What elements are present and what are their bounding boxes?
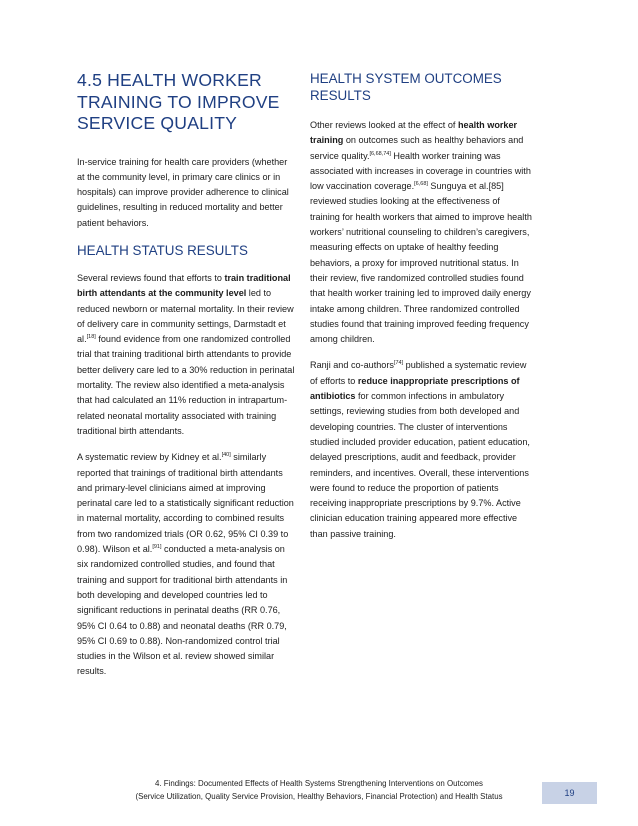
intro-paragraph: In-service training for health care providers (whether at the community level, in primary care clinics or in hospitals) can improve provider adherence to clinical guidelines, resulting in reduced mortality and better patient behaviors. xyxy=(77,156,289,228)
health-status-results-heading: HEALTH STATUS RESULTS xyxy=(77,242,248,258)
health-worker-training-paragraph: Other reviews looked at the effect of health worker training on outcomes such as healthy behaviors and service quality.[6,68,74] Health worker training was associated with increases in coverage in countries with low vaccination coverage.[6,68] Sunguya et al.[85] reviewed studies looking at the effectiveness of training for health workers that aimed to improve health workers’ nutritional counseling to children’s caregivers, measuring effects on uptake of healthy feeding behaviors, a proxy for improved nutritional status. In their review, five randomized controlled studies found that health worker training led to improved daily energy intake among children. Three randomized controlled studies found that training improved feeding frequency among children. xyxy=(310,120,532,345)
left-column xyxy=(77,70,297,691)
footer-line-2: (Service Utilization, Quality Service Provision, Healthy Behaviors, Financial Protection) and Health Status xyxy=(135,791,503,801)
right-column xyxy=(310,70,532,553)
footer-line-1: 4. Findings: Documented Effects of Health Systems Strengthening Interventions on Outcomes xyxy=(155,779,483,788)
tba-training-paragraph: Several reviews found that efforts to train traditional birth attendants at the community level led to reduced newborn or maternal mortality. In their review of delivery care in community settings, Darmstadt et al.[18] found evidence from one randomized controlled trial that training traditional birth attendants to provide better delivery care led to a 30% reduction in perinatal mortality. The review also identified a meta-analysis that had calculated an 11% reduction in intrapartum-related neonatal mortality associated with training traditional birth attendants. xyxy=(77,272,295,436)
section-title: 4.5 HEALTH WORKER TRAINING TO IMPROVE SERVICE QUALITY xyxy=(77,70,280,133)
antibiotics-paragraph: Ranji and co-authors[74] published a systematic review of efforts to reduce inappropriate prescriptions of antibiotics for common infections in ambulatory settings, reviewing studies from both developed and developing countries. The cluster of interventions studied included provider education, patient education, delayed prescriptions, audit and feedback, provider reminders, and incentives. Overall, these interventions were found to reduce the proportion of patients receiving inappropriate prescriptions by 9.7%. Active clinician education training appeared more effective than passive training. xyxy=(310,360,530,539)
page-footer xyxy=(100,778,538,804)
health-system-outcomes-heading: HEALTH SYSTEM OUTCOMES RESULTS xyxy=(310,71,502,103)
kidney-review-paragraph: A systematic review by Kidney et al.[40] similarly reported that trainings of traditional birth attendants and primary-level clinicians aimed at improving perinatal care led to a statistically significant reduction in maternal mortality, according to combined results from two randomized trials (OR 0.62, 95% CI 0.39 to 0.98). Wilson et al.[91] conducted a meta-analysis on six randomized controlled studies, and found that training and support for traditional birth attendants in both developing and developed countries led to significant reductions in perinatal deaths (RR 0.76, 95% CI 0.64 to 0.88) and neonatal deaths (RR 0.79, 95% CI 0.69 to 0.88). Non-randomized control trial studies in the Wilson et al. review showed similar results. xyxy=(77,452,294,677)
page-number: 19 xyxy=(542,782,597,804)
